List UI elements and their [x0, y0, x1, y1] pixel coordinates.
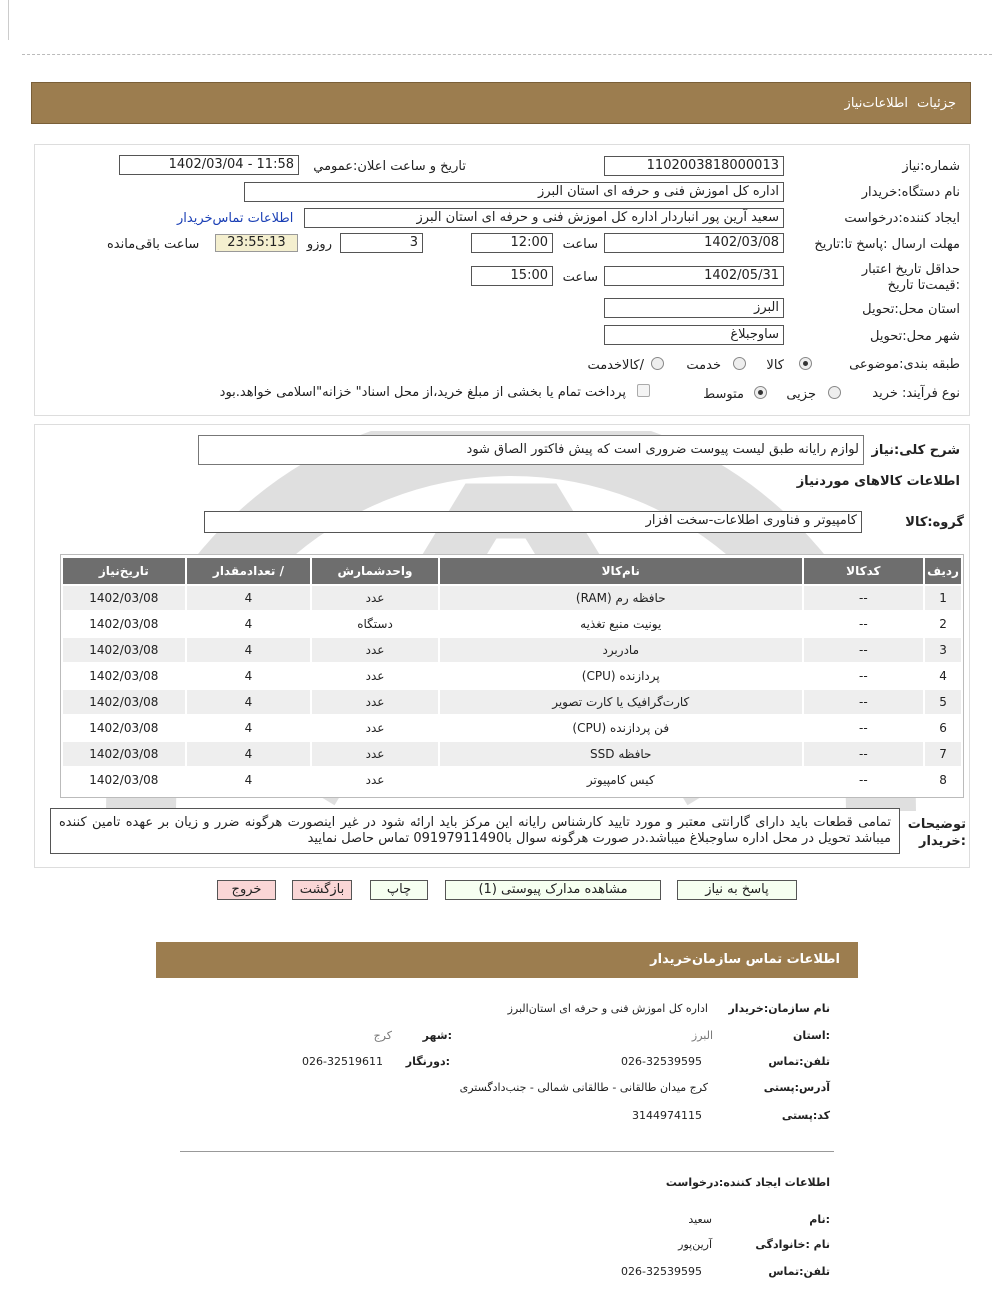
process-medium-radio[interactable]: [754, 386, 767, 399]
table-row: [63, 690, 961, 714]
col-code: کدکالا: [804, 558, 923, 584]
city-field: ساوجبلاغ: [604, 325, 784, 345]
cell-unit: عدد: [365, 721, 385, 735]
validity-date-field: 1402/05/31: [604, 266, 784, 286]
summary-field: لوازم رایانه طبق لیست پیوست ضروری است که پیش فاکتور الصاق شود: [198, 435, 864, 465]
cell-row: 2: [939, 617, 947, 631]
tab-need-info[interactable]: اطلاعات‌نیاز: [844, 96, 908, 111]
cell-qty: 4: [187, 638, 311, 662]
need-number-label: شماره:نیاز: [902, 159, 960, 174]
category-goods-label: کالا: [766, 358, 784, 373]
validity-time-field: 15:00: [471, 266, 553, 286]
remaining-label: ساعت باقی‌مانده: [107, 237, 200, 252]
deadline-label: مهلت ارسال :پاسخ تا:تاریخ: [814, 237, 960, 252]
exit-button[interactable]: خروج: [217, 880, 276, 900]
province-field: البرز: [604, 298, 784, 318]
cell-name: حافظه SSD: [440, 742, 802, 766]
cell-unit: عدد: [312, 690, 438, 714]
contact-province-value: البرز: [691, 1029, 713, 1042]
cell-code: --: [804, 742, 923, 766]
contact-province-label: :استان: [793, 1029, 830, 1042]
contact-fax-label: :دورنگار: [405, 1055, 450, 1068]
cell-row: 6: [939, 721, 947, 735]
cell-date: 1402/03/08: [89, 773, 159, 787]
process-minor-radio[interactable]: [828, 386, 841, 399]
table-row: [63, 612, 961, 636]
creator-label: ایجاد کننده:درخواست: [844, 211, 960, 226]
contact-divider: [180, 1151, 834, 1152]
process-label: نوع فرآیند: خرید: [872, 386, 960, 401]
cell-name: حافظه رم (RAM): [440, 586, 802, 610]
cell-name: کیس کامپیوتر: [586, 773, 655, 787]
cell-row: 4: [939, 669, 947, 683]
cell-code: --: [804, 638, 923, 662]
category-service-radio[interactable]: [733, 357, 746, 370]
group-label: گروه:کالا: [905, 515, 964, 530]
table-row: [63, 716, 961, 740]
cell-row: 8: [939, 773, 947, 787]
table-row: [63, 586, 961, 610]
cell-unit: دستگاه: [357, 617, 393, 631]
cell-qty: 4: [244, 669, 253, 683]
cell-row: 1: [925, 586, 961, 610]
contact-city-value: کرج: [373, 1029, 392, 1042]
cell-unit: عدد: [312, 638, 438, 662]
cell-name: پردازنده (CPU): [581, 669, 660, 683]
contact-phone-label: تلفن:تماس: [768, 1055, 830, 1068]
cell-unit: عدد: [312, 586, 438, 610]
col-row: ردیف: [925, 558, 961, 584]
buyer-contact-header: [156, 942, 858, 978]
top-divider: [22, 54, 992, 55]
respond-button[interactable]: پاسخ به نیاز: [677, 880, 797, 900]
process-medium-label: متوسط: [703, 387, 744, 402]
tab-details[interactable]: جزئیات: [917, 96, 956, 111]
goods-table: [61, 556, 963, 794]
cell-row: 7: [925, 742, 961, 766]
cell-code: --: [858, 617, 868, 631]
buyer-label: نام دستگاه:خریدار: [861, 185, 960, 200]
deadline-time-field: 12:00: [471, 233, 553, 253]
cell-qty: 4: [244, 721, 253, 735]
table-row: [63, 768, 961, 792]
days-label: روزو: [306, 237, 332, 252]
cell-row: 5: [925, 690, 961, 714]
cell-qty: 4: [244, 617, 253, 631]
category-goods-radio[interactable]: [799, 357, 812, 370]
cell-date: 1402/03/08: [63, 586, 185, 610]
contact-postal-value: 3144974115: [632, 1109, 702, 1122]
cell-code: --: [858, 773, 868, 787]
contact-phone-value: 026-32539595: [621, 1055, 702, 1068]
contact-address-value: کرج میدان طالقانی - طالقانی شمالی - جنب‌دادگستری: [459, 1081, 708, 1094]
header-bar: [31, 82, 971, 124]
treasury-payment-checkbox[interactable]: [637, 384, 650, 397]
cell-name: یونیت منبع تغذیه: [580, 617, 662, 631]
cell-unit: عدد: [312, 742, 438, 766]
cell-code: --: [804, 586, 923, 610]
cell-date: 1402/03/08: [89, 617, 159, 631]
table-row: [63, 664, 961, 688]
cell-date: 1402/03/08: [63, 638, 185, 662]
contact-fax-value: 026-32519611: [302, 1055, 383, 1068]
cell-row: 3: [925, 638, 961, 662]
buyer-contact-link[interactable]: اطلاعات تماس‌خریدار: [177, 211, 294, 226]
announce-label: تاریخ و ساعت اعلان:عمومي: [313, 159, 466, 174]
cell-qty: 4: [244, 773, 253, 787]
table-row: [63, 638, 961, 662]
view-attachments-button[interactable]: مشاهده مدارک پیوستی (1): [445, 880, 661, 900]
category-service-label: خدمت: [686, 358, 721, 373]
buyer-notes-field: تمامی قطعات باید دارای گارانتی معتبر و مورد تایید کارشناس رایانه این مرکز باید ارائه شود در غیر اینصورت هرگونه ضرر و زیان بر عهده تامین کننده میباشد تحویل در محل اداره ساوجبلاغ میباشد.در صورت هرگونه سوال با09197911490 تماس حاصل نمایید: [50, 808, 900, 854]
cell-name: کارت‌گرافیک یا کارت تصویر: [440, 690, 802, 714]
cell-qty: 4: [187, 586, 311, 610]
countdown-timer: 23:55:13: [215, 234, 298, 252]
cell-name: فن پردازنده (CPU): [572, 721, 670, 735]
cell-date: 1402/03/08: [89, 721, 159, 735]
need-number-field: 1102003818000013: [604, 156, 784, 176]
requester-phone-value: 026-32539595: [621, 1265, 702, 1278]
print-button[interactable]: چاپ: [370, 880, 428, 900]
summary-label: شرح کلی:نیاز: [871, 443, 960, 458]
days-field: 3: [340, 233, 423, 253]
requester-name-value: سعید: [688, 1213, 712, 1226]
validity-time-label: ساعت: [562, 270, 598, 285]
cell-unit: عدد: [365, 669, 385, 683]
cell-name: مادربرد: [440, 638, 802, 662]
creator-field: سعید آرین پور انباردار اداره کل اموزش فنی و حرفه ای استان البرز: [304, 208, 784, 228]
province-label: استان محل:تحویل: [862, 302, 960, 317]
cell-date: 1402/03/08: [63, 690, 185, 714]
col-qty: / تعدادمقدار: [187, 558, 311, 584]
back-button[interactable]: بازگشت: [292, 880, 352, 900]
cell-date: 1402/03/08: [89, 669, 159, 683]
category-label: طبقه بندی:موضوعی: [849, 357, 960, 372]
deadline-date-field: 1402/03/08: [604, 233, 784, 253]
cell-date: 1402/03/08: [63, 742, 185, 766]
col-name: نام‌کالا: [440, 558, 802, 584]
city-label: شهر محل:تحویل: [870, 329, 960, 344]
requester-title: اطلاعات ایجاد کننده:درخواست: [665, 1176, 830, 1189]
cell-qty: 4: [187, 742, 311, 766]
goods-info-title: اطلاعات کالاهای موردنیاز: [796, 474, 960, 489]
process-minor-label: جزیی: [786, 387, 816, 402]
requester-phone-label: تلفن:تماس: [768, 1265, 830, 1278]
treasury-payment-note: پرداخت تمام یا بخشی از مبلغ خرید،از محل اسناد" خزانه"اسلامی خواهد.بود: [219, 385, 626, 400]
requester-family-value: آرین‌پور: [678, 1238, 712, 1251]
cell-code: --: [804, 690, 923, 714]
left-edge-line: [8, 0, 9, 40]
category-both-radio[interactable]: [651, 357, 664, 370]
buyer-notes-label: توضیحات :خریدار: [907, 817, 966, 849]
deadline-time-label: ساعت: [562, 237, 598, 252]
col-date: تاریخ‌نیاز: [63, 558, 185, 584]
table-row: [63, 742, 961, 766]
group-field: کامپیوتر و فناوری اطلاعات-سخت افزار: [204, 511, 862, 533]
buyer-contact-title: اطلاعات تماس سازمان‌خریدار: [650, 952, 840, 967]
org-value: اداره کل اموزش فنی و حرفه ای استان‌البرز: [507, 1002, 708, 1015]
buyer-field: اداره کل اموزش فنی و حرفه ای استان البرز: [244, 182, 784, 202]
cell-qty: 4: [187, 690, 311, 714]
contact-city-label: :شهر: [422, 1029, 452, 1042]
validity-label: حداقل تاریخ اعتبار :قیمت‌تا تاریخ: [861, 262, 960, 293]
requester-name-label: :نام: [809, 1213, 830, 1226]
category-both-label: /کالاخدمت: [587, 358, 644, 373]
cell-code: --: [858, 721, 868, 735]
cell-unit: عدد: [365, 773, 385, 787]
announce-date-field: 1402/03/04 - 11:58: [119, 155, 299, 175]
cell-code: --: [858, 669, 868, 683]
contact-address-label: آدرس:پستی: [763, 1081, 830, 1094]
contact-postal-label: کد:پستی: [781, 1109, 830, 1122]
col-unit: واحدشمارش: [312, 558, 438, 584]
org-label: نام سازمان:خریدار: [728, 1002, 830, 1015]
requester-family-label: نام :خانوادگی: [755, 1238, 830, 1251]
